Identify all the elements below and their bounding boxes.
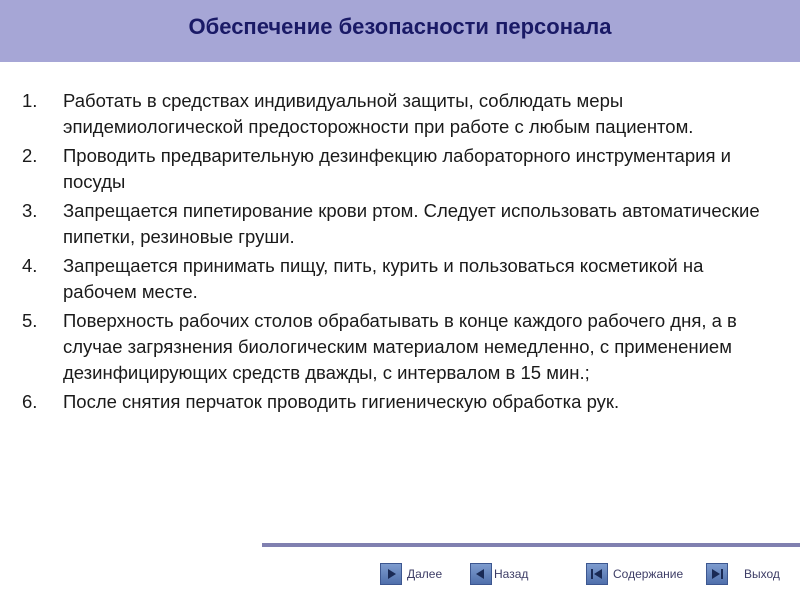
list-item	[22, 88, 782, 140]
list-item	[22, 389, 782, 415]
list-item-number: 1.	[22, 90, 38, 111]
play-right-icon[interactable]	[380, 563, 402, 585]
list-item-number: 3.	[22, 200, 38, 221]
list-item	[22, 308, 782, 386]
back-label[interactable]: Назад	[494, 567, 529, 581]
list-item-text: Запрещается пипетирование крови ртом. Следует использовать автоматические пипетки, резиновые груши.	[63, 200, 760, 247]
back-button[interactable]	[494, 562, 534, 586]
contents-button[interactable]	[586, 562, 683, 586]
list-item	[22, 143, 782, 195]
list-item	[22, 253, 782, 305]
exit-label[interactable]: Выход	[744, 567, 780, 581]
list-item-text: Работать в средствах индивидуальной защиты, соблюдать меры эпидемиологической предосторожности при работе с любым пациентом.	[63, 90, 694, 137]
list-item	[22, 198, 782, 250]
next-label[interactable]: Далее	[407, 567, 443, 581]
contents-label[interactable]: Содержание	[613, 567, 684, 581]
title-bar	[0, 0, 800, 62]
exit-button[interactable]	[706, 562, 780, 586]
back-button-icon-wrap[interactable]	[470, 562, 492, 586]
footer-divider	[262, 543, 800, 547]
play-left-icon[interactable]	[470, 563, 492, 585]
content-list	[22, 88, 782, 418]
list-item-text: После снятия перчаток проводить гигиеническую обработка рук.	[63, 391, 620, 412]
skip-back-icon[interactable]	[586, 563, 608, 585]
list-item-number: 2.	[22, 145, 38, 166]
list-item-text: Проводить предварительную дезинфекцию лабораторного инструментария и посуды	[63, 145, 731, 192]
list-item-number: 5.	[22, 310, 38, 331]
skip-forward-icon[interactable]	[706, 563, 728, 585]
list-item-number: 4.	[22, 255, 38, 276]
next-button[interactable]	[380, 562, 442, 586]
list-item-text: Запрещается принимать пищу, пить, курить и пользоваться косметикой на рабочем месте.	[63, 255, 704, 302]
list-item-number: 6.	[22, 391, 38, 412]
list-item-text: Поверхность рабочих столов обрабатывать в конце каждого рабочего дня, а в случае загрязнения биологическим материалом немедленно, с применением дезинфицирующих средств дважды, с интервалом в 15 мин.;	[63, 310, 737, 383]
slide-title: Обеспечение безопасности персонала	[188, 14, 612, 39]
